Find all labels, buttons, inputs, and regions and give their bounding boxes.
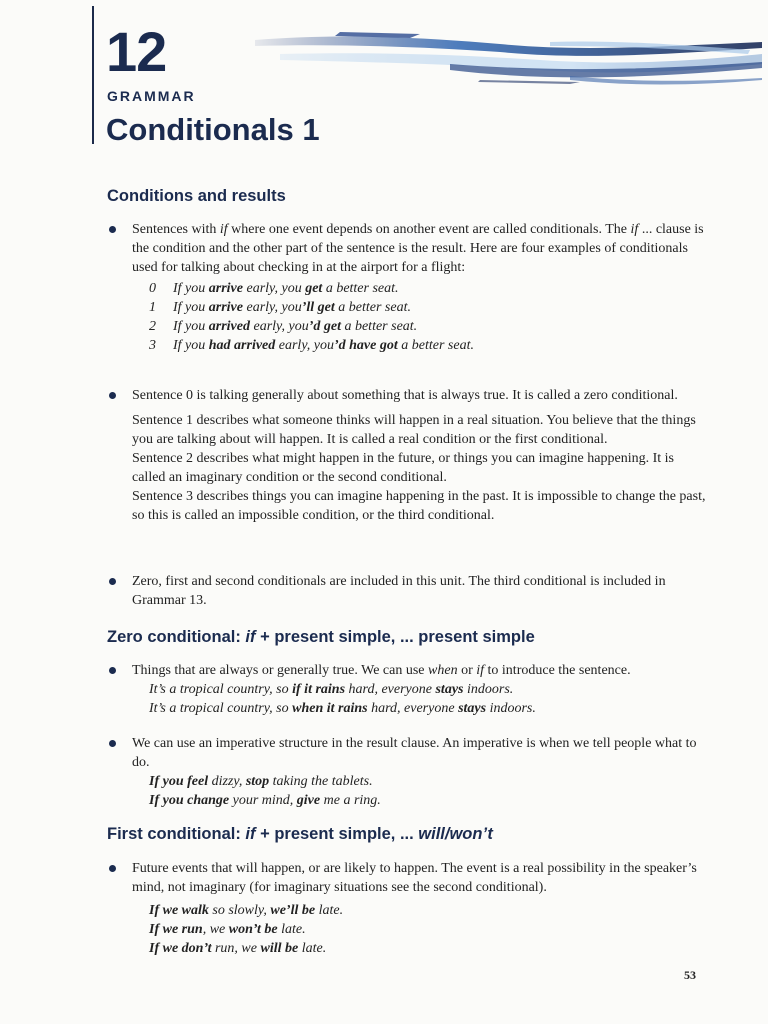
bullet-icon (109, 226, 116, 233)
example-sentence: If you change your mind, give me a ring. (149, 793, 381, 808)
example-sentence: If we don’t run, we will be late. (149, 941, 327, 956)
page-title: Conditionals 1 (106, 112, 320, 147)
bullet-icon (109, 578, 116, 585)
paragraph: Sentence 1 describes what someone thinks will happen in a real situation. You believe that the things you are talking about will happen. It is called a real condition or the first conditional. (132, 413, 696, 447)
section-imperative (107, 734, 707, 810)
bullet-paragraph: Sentences with if where one event depends on another event are called conditionals. The if ... clause is the condition and the other part of the sentence is the result. Here are four examples of conditionals used for talking about checking in at the airport for a flight: (107, 220, 707, 277)
example-sentence: It’s a tropical country, so if it rains hard, everyone stays indoors. (149, 682, 514, 697)
section-zero-conditional (107, 661, 707, 718)
bullet-icon (109, 392, 116, 399)
bullet-paragraph: Future events that will happen, or are likely to happen. The event is a real possibility in the speaker’s mind, not imaginary (for imaginary situations see the second conditional). (107, 859, 707, 897)
chapter-rule (92, 6, 94, 144)
example-sentence: 0 If you arrive early, you get a better seat. (149, 281, 399, 296)
section-label: GRAMMAR (107, 88, 196, 104)
example-sentence: 1 If you arrive early, you’ll get a better seat. (149, 300, 411, 315)
bullet-paragraph: Things that are always or generally true. We can use when or if to introduce the sentence. (107, 661, 707, 680)
decorative-banner-graphic (250, 24, 762, 96)
section-unit-scope (107, 572, 707, 610)
example-sentence: If we run, we won’t be late. (149, 922, 306, 937)
paragraph: Sentence 3 describes things you can imagine happening in the past. It is impossible to change the past, so this is called an impossible condition, or the third conditional. (132, 489, 706, 523)
bullet-icon (109, 740, 116, 747)
example-sentence: If we walk so slowly, we’ll be late. (149, 903, 344, 918)
bullet-icon (109, 667, 116, 674)
section-heading-conditions-results: Conditions and results (107, 187, 286, 205)
bullet-icon (109, 865, 116, 872)
bullet-paragraph: Sentence 0 is talking generally about something that is always true. It is called a zero conditional. (107, 386, 707, 405)
chapter-number: 12 (106, 20, 167, 83)
example-sentence: If you feel dizzy, stop taking the tablets. (149, 774, 373, 789)
example-sentence: 3 If you had arrived early, you’d have got a better seat. (149, 338, 474, 353)
bullet-paragraph: We can use an imperative structure in the result clause. An imperative is when we tell people what to do. (107, 734, 707, 772)
example-sentence: It’s a tropical country, so when it rains hard, everyone stays indoors. (149, 701, 536, 716)
section-heading-first-conditional: First conditional: if + present simple, ... will/won’t (107, 825, 493, 843)
page-number: 53 (684, 968, 696, 982)
paragraph: Sentence 2 describes what might happen in the future, or things you can imagine happening. It is called an imaginary condition or the second conditional. (132, 451, 674, 485)
section-first-conditional (107, 859, 707, 958)
section-heading-zero-conditional: Zero conditional: if + present simple, ... present simple (107, 628, 535, 646)
example-sentence: 2 If you arrived early, you’d get a better seat. (149, 319, 418, 334)
bullet-paragraph: Zero, first and second conditionals are included in this unit. The third conditional is included in Grammar 13. (107, 572, 707, 610)
section-conditions-results (107, 220, 707, 355)
section-conditional-types (107, 386, 707, 525)
